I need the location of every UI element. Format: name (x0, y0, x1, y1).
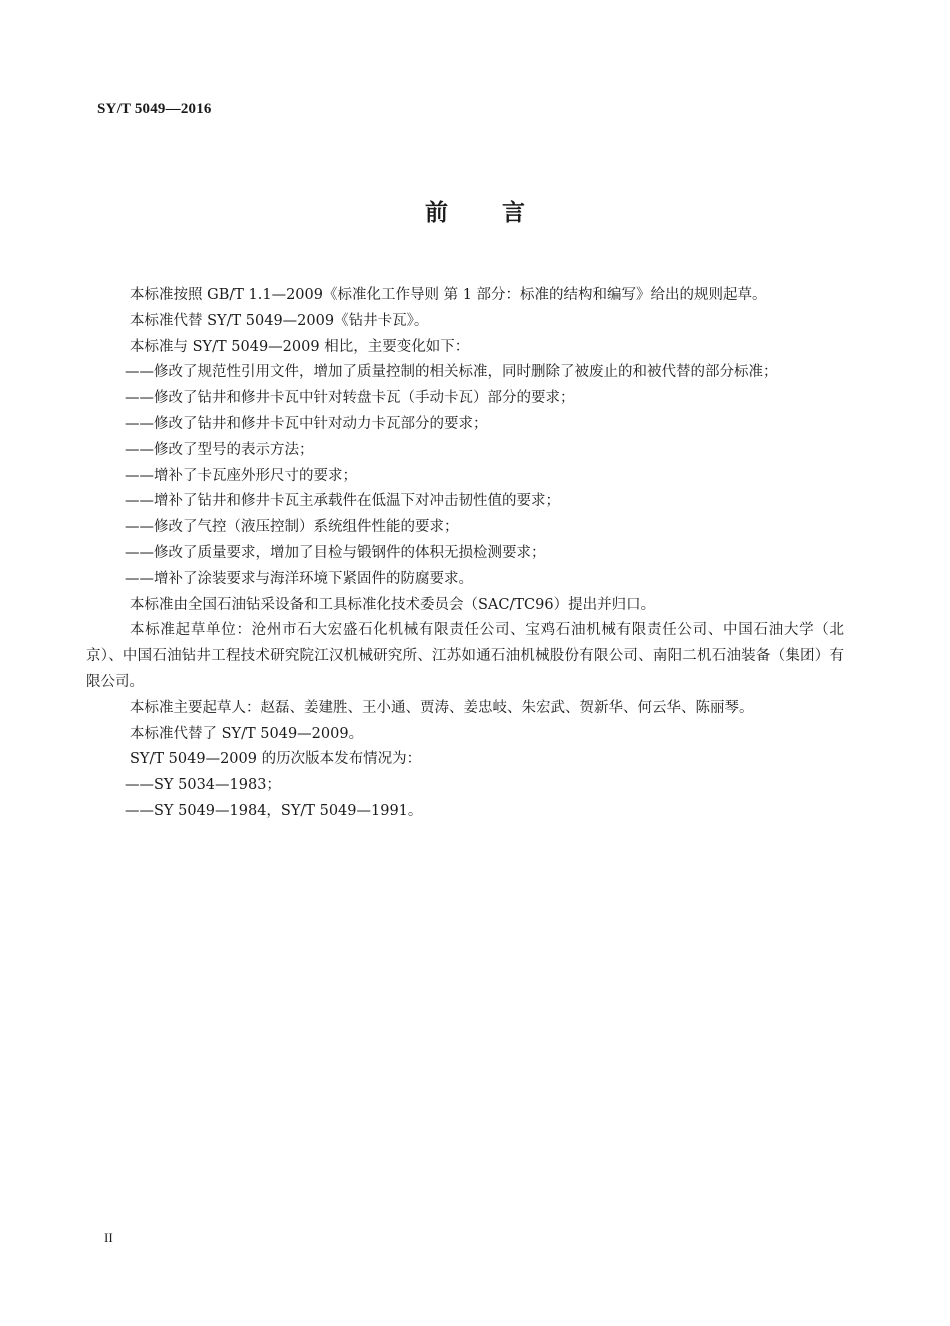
change-item: ——增补了钻井和修井卡瓦主承载件在低温下对冲击韧性值的要求； (125, 493, 560, 510)
foreword-body (86, 283, 844, 825)
change-item: ——增补了卡瓦座外形尺寸的要求； (125, 467, 357, 484)
change-item: ——修改了型号的表示方法； (125, 441, 314, 458)
change-item: ——修改了钻井和修井卡瓦中针对动力卡瓦部分的要求； (125, 415, 488, 432)
page-number: II (104, 1230, 113, 1245)
page-title: 前言 (425, 200, 579, 226)
paragraph-drafters: 本标准主要起草人：赵磊、姜建胜、王小通、贾涛、姜忠岐、朱宏武、贺新华、何云华、陈丽琴。 (130, 699, 754, 716)
paragraph-proposed-by: 本标准由全国石油钻采设备和工具标准化技术委员会（SAC/TC96）提出并归口。 (130, 596, 656, 613)
paragraph-changes-intro: 本标准与 SY/T 5049—2009 相比，主要变化如下： (130, 338, 470, 355)
change-item: ——修改了质量要求，增加了目检与锻钢件的体积无损检测要求； (125, 544, 546, 561)
change-item: ——增补了涂装要求与海洋环境下紧固件的防腐要求。 (125, 570, 473, 587)
history-item: ——SY 5034—1983； (125, 777, 281, 794)
change-item: ——修改了气控（液压控制）系统组件性能的要求； (125, 519, 459, 536)
change-item: ——修改了规范性引用文件，增加了质量控制的相关标准，同时删除了被废止的和被代替的部分标准； (125, 364, 778, 381)
standard-code: SY/T 5049—2016 (97, 101, 212, 117)
paragraph-history-intro: SY/T 5049—2009 的历次版本发布情况为： (130, 751, 422, 768)
paragraph-drafting-rules: 本标准按照 GB/T 1.1—2009《标准化工作导则 第 1 部分：标准的结构和编写》给出的规则起草。 (130, 287, 767, 303)
history-item: ——SY 5049—1984，SY/T 5049—1991。 (125, 802, 423, 819)
change-item: ——修改了钻井和修井卡瓦中针对转盘卡瓦（手动卡瓦）部分的要求； (125, 390, 575, 407)
paragraph-drafting-units: 本标准起草单位：沧州市石大宏盛石化机械有限责任公司、宝鸡石油机械有限责任公司、中国石油大学（北京）、中国石油钻井工程技术研究院江汉机械研究所、江苏如通石油机械股份有限公司、南阳二机石油装备（集团）有限公司。 (86, 622, 844, 690)
paragraph-replaces: 本标准代替 SY/T 5049—2009《钻井卡瓦》。 (130, 312, 429, 329)
paragraph-replaced-version: 本标准代替了 SY/T 5049—2009。 (130, 725, 364, 742)
